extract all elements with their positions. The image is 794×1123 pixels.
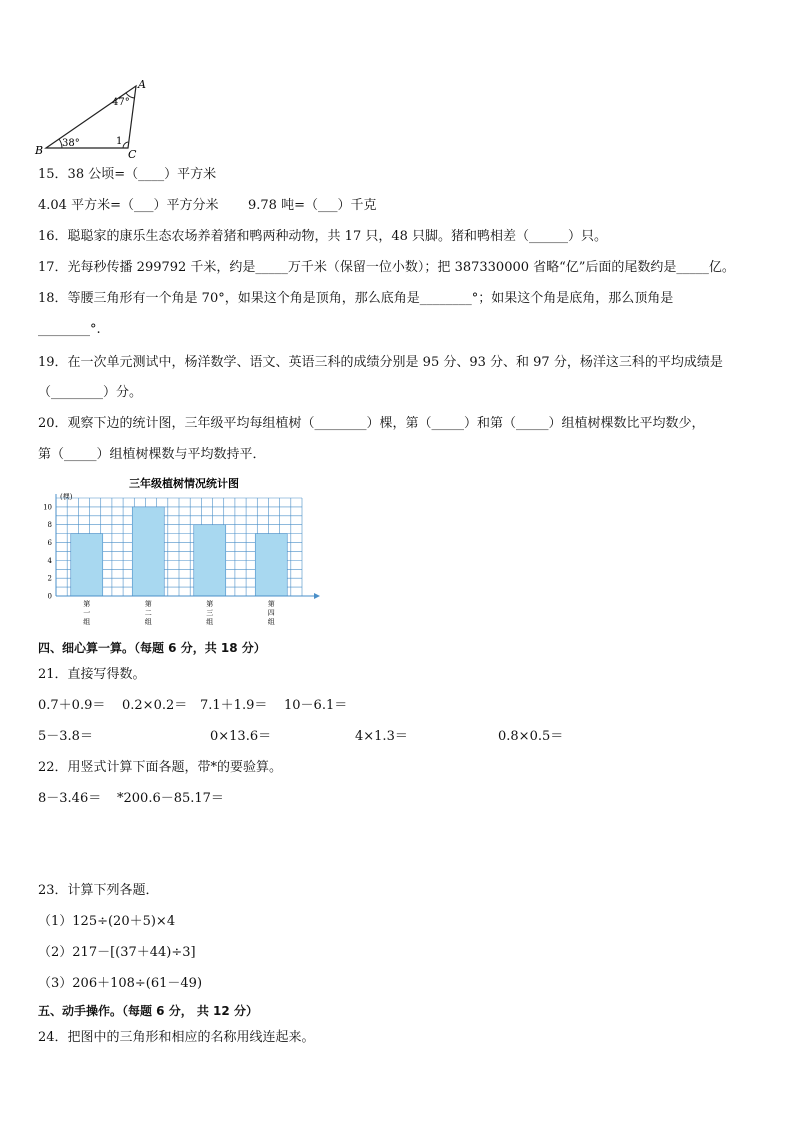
x-label-char: 组 [206, 618, 214, 626]
q20-line2: 第（_____）组植树棵数与平均数持平． [38, 447, 266, 462]
q22-title: 22．用竖式计算下面各题，带*的要验算。 [38, 760, 283, 775]
y-tick-label: 8 [47, 521, 52, 530]
q23-item1: （1）125÷(20＋5)×4 [38, 914, 176, 929]
q21-r1-c1: 0.7＋0.9＝ [38, 698, 106, 713]
x-label-char: 第 [206, 600, 214, 608]
triangle-figure [34, 76, 154, 160]
q15-line2a: 4.04 平方米=（___）平方分米 [38, 198, 219, 213]
y-tick-label: 10 [43, 503, 52, 512]
q21-r1-c2: 0.2×0.2＝ [122, 698, 188, 713]
q21-r1-c4: 10－6.1＝ [284, 698, 348, 713]
q20-line1: 20．观察下边的统计图，三年级平均每组植树（________）棵，第（_____）和第（_____）组植树棵数比平均数少， [38, 416, 705, 431]
x-label-char: 三 [206, 609, 214, 617]
y-tick-label: 4 [47, 556, 52, 565]
x-axis-arrow [314, 593, 320, 599]
x-label-char: 第 [83, 600, 91, 608]
q24: 24．把图中的三角形和相应的名称用线连起来。 [38, 1030, 315, 1045]
section5-title: 五、动手操作。（每题 6 分， 共 12 分） [38, 1004, 258, 1018]
q17: 17．光每秒传播 299792 千米，约是_____万千米（保留一位小数）；把 387330000 省略“亿”后面的尾数约是_____亿。 [38, 260, 735, 275]
q19-line1: 19．在一次单元测试中，杨洋数学、语文、英语三科的成绩分别是 95 分、93 分、和 97 分，杨洋这三科的平均成绩是 [38, 355, 723, 370]
bar-3 [194, 525, 226, 596]
section4-title: 四、细心算一算。（每题 6 分，共 18 分） [38, 641, 266, 655]
x-label-char: 四 [267, 609, 275, 617]
q16: 16．聪聪家的康乐生态农场养着猪和鸭两种动物，共 17 只，48 只脚。猪和鸭相差（______）只。 [38, 229, 608, 244]
q22-item1: 8－3.46＝ [38, 791, 102, 806]
q15-line2b: 9.78 吨=（___）千克 [248, 198, 377, 213]
x-label-char: 第 [144, 600, 152, 608]
x-label-char: 二 [144, 609, 152, 617]
angle-a-label: 47° [112, 97, 130, 108]
triangle-shape [46, 86, 136, 148]
y-tick-label: 2 [47, 574, 52, 583]
q23-item3: （3）206＋108÷(61－49) [38, 976, 203, 991]
y-tick-label: 0 [47, 592, 52, 601]
x-label-char: 一 [83, 609, 91, 617]
vertex-c-label: C [128, 148, 137, 160]
angle-b-label: 38° [62, 138, 80, 149]
q21-r2-c2: 0×13.6＝ [210, 729, 272, 744]
q23-item2: （2）217－[(37＋44)÷3] [38, 945, 196, 960]
q15-line1: 15．38 公顷=（____）平方米 [38, 167, 217, 182]
chart-title: 三年级植树情况统计图 [129, 477, 239, 490]
tree-planting-chart [38, 474, 328, 634]
q21-r2-c1: 5－3.8＝ [38, 729, 93, 744]
x-label-char: 组 [83, 618, 91, 626]
q22-item2: *200.6－85.17＝ [117, 791, 224, 806]
q21-r2-c3: 4×1.3＝ [355, 729, 408, 744]
chart-ylabel: (棵) [60, 493, 73, 501]
bar-2 [132, 507, 164, 596]
q21-r2-c4: 0.8×0.5＝ [498, 729, 564, 744]
vertex-b-label: B [35, 144, 44, 157]
x-label-char: 第 [267, 600, 275, 608]
q19-line2: （________）分。 [38, 385, 143, 400]
vertex-a-label: A [138, 78, 146, 91]
q18-line1: 18．等腰三角形有一个角是 70°，如果这个角是顶角，那么底角是________°；如果这个角是底角，那么顶角是 [38, 291, 674, 306]
q23-title: 23．计算下列各题． [38, 883, 159, 898]
q21-title: 21．直接写得数。 [38, 667, 146, 682]
q18-line2: ________°. [38, 322, 101, 337]
q21-r1-c3: 7.1＋1.9＝ [200, 698, 268, 713]
bar-1 [71, 534, 103, 596]
bar-4 [255, 534, 287, 596]
x-label-char: 组 [267, 618, 275, 626]
y-tick-label: 6 [47, 539, 52, 548]
angle-1-label: 1 [116, 136, 123, 147]
x-label-char: 组 [144, 618, 152, 626]
